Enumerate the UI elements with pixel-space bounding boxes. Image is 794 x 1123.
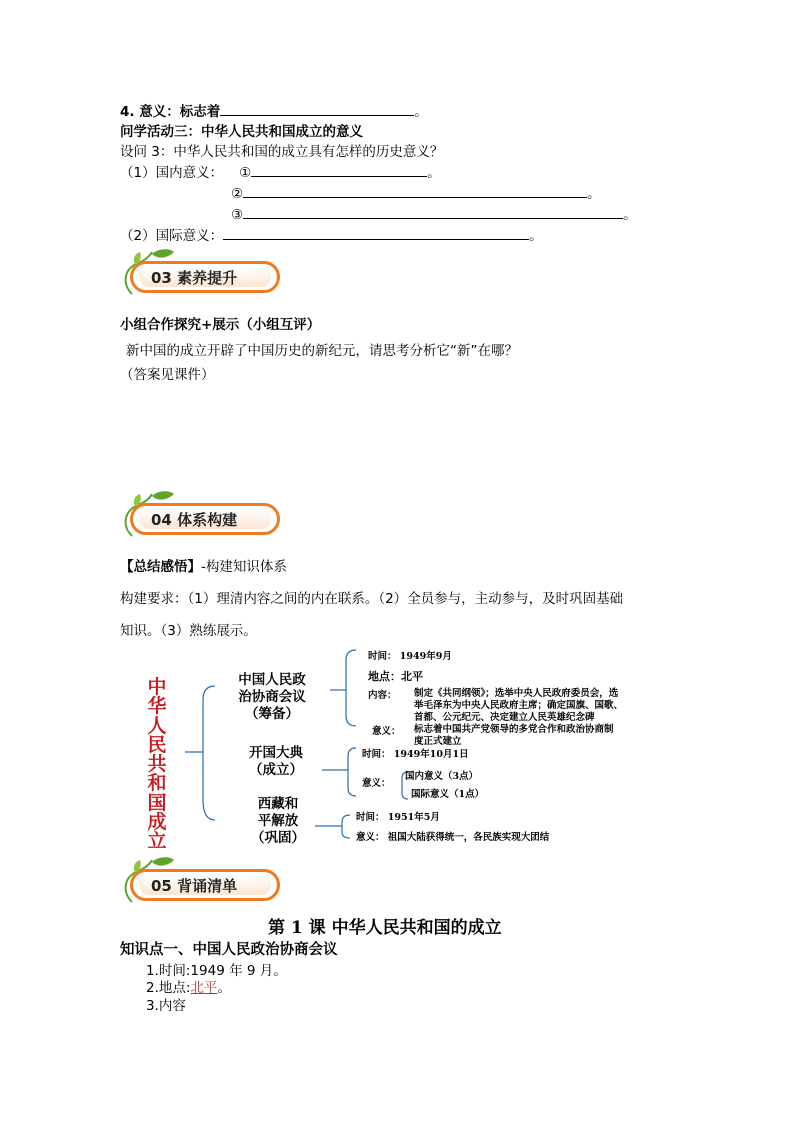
kp1-item1: 1.时间:1949 年 9 月。 <box>146 963 287 979</box>
mindmap-node-ceremony: 开国大典 （成立） <box>249 745 303 778</box>
mindmap-root: 中华人民共和国成立 <box>147 676 167 853</box>
n3-meaning: 意义： 祖国大陆获得统一，各民族实现大团结 <box>356 832 550 843</box>
requirement-line-2: 知识。（3）熟练展示。 <box>120 623 257 639</box>
n1-meaning-label: 意义： <box>372 726 401 737</box>
kp1-title: 知识点一、中国人民政治协商会议 <box>120 942 338 958</box>
summary-rest: -构建知识体系 <box>201 559 287 575</box>
kp1-item2: 2.地点:北平。 <box>146 980 231 996</box>
section-badge-05 <box>118 856 283 906</box>
domestic-label: （1）国内意义： <box>120 165 224 181</box>
period-2: 。 <box>587 186 601 202</box>
group-title: 小组合作探究+展示（小组互评） <box>120 317 321 333</box>
period-3: 。 <box>623 207 637 223</box>
n1-place: 地点：北平 <box>368 670 423 683</box>
mark-1: ① <box>239 165 252 181</box>
badge-03-label: 03 素养提升 <box>151 269 238 287</box>
mark-2: ② <box>231 186 244 202</box>
mindmap-node-cppcc: 中国人民政 治协商会议 （筹备） <box>238 672 306 722</box>
mark-3: ③ <box>231 207 244 223</box>
mindmap-node-tibet: 西藏和 平解放 （巩固） <box>251 796 305 846</box>
n1-content-2: 举毛泽东为中央人民政府主席；确定国旗、国歌、 <box>414 700 624 711</box>
n1-content-label: 内容： <box>368 690 397 701</box>
n1-time: 时间： 1949年9月 <box>368 651 452 662</box>
n1-meaning-1: 标志着中国共产党领导的多党合作和政治协商制 <box>414 724 614 735</box>
period-4: 。 <box>529 228 543 244</box>
question3: 设问 3：中华人民共和国的成立具有怎样的历史意义？ <box>120 144 444 160</box>
requirement-line-1: 构建要求：（1）理清内容之间的内在联系。（2）全员参与，主动参与，及时巩固基础 <box>120 591 624 607</box>
n1-content-3: 首都、公元纪元、决定建立人民英雄纪念碑 <box>414 712 595 723</box>
kp1-item3: 3.内容 <box>146 998 186 1014</box>
n2-domestic: 国内意义（3点） <box>405 771 479 782</box>
n2-international: 国际意义（1点） <box>411 789 485 800</box>
n3-time: 时间： 1951年5月 <box>356 812 440 823</box>
n2-meaning-label: 意义： <box>362 778 391 789</box>
activity3-title: 问学活动三：中华人民共和国成立的意义 <box>120 124 363 140</box>
item4-label: 4. 意义：标志着 <box>120 104 221 120</box>
answer-note: （答案见课件） <box>120 367 215 383</box>
international-label: （2）国际意义： <box>120 228 224 244</box>
lesson-title: 第 1 课 中华人民共和国的成立 <box>268 918 502 938</box>
badge-05-label: 05 背诵清单 <box>151 877 238 895</box>
period-1: 。 <box>427 165 441 181</box>
kp1-item2-value: 北平 <box>190 980 218 996</box>
summary-bold: 【总结感悟】 <box>120 559 201 575</box>
n1-meaning-2: 度正式建立 <box>414 736 462 747</box>
badge-04-label: 04 体系构建 <box>151 511 238 529</box>
n2-time: 时间： 1949年10月1日 <box>362 749 469 760</box>
item4-period: 。 <box>414 104 428 120</box>
n1-content-1: 制定《共同纲领》；选举中央人民政府委员会，选 <box>414 688 619 699</box>
group-prompt: 新中国的成立开辟了中国历史的新纪元，请思考分析它“新”在哪？ <box>126 343 518 359</box>
